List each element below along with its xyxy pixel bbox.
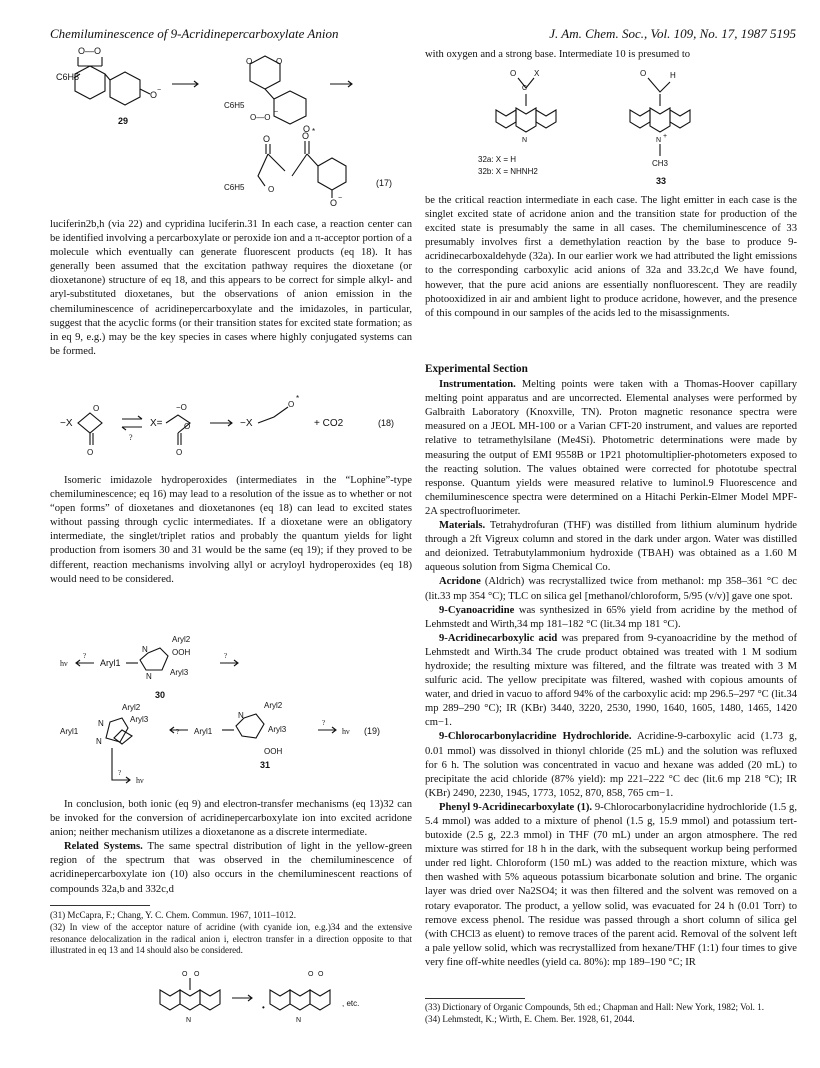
svg-text:−X: −X [60, 418, 73, 429]
svg-text:−: − [157, 87, 162, 94]
svg-text:Aryl2: Aryl2 [122, 703, 141, 712]
svg-text:O: O [194, 971, 200, 978]
svg-text:N: N [96, 737, 102, 746]
svg-text:hν: hν [60, 659, 68, 668]
svg-text:?: ? [322, 719, 326, 727]
svg-text:*: * [312, 127, 316, 136]
svg-text:Aryl1: Aryl1 [194, 727, 213, 736]
svg-text:−O: −O [176, 403, 187, 412]
footnotes-right: (33) Dictionary of Organic Compounds, 5th ed.; Chapman and Hall: New York, 1982; Vol. 1. (34) Lehmstedt, K.; Wirth, E. Chem. Ber. 1928, 61, 2044. [425, 1002, 764, 1025]
svg-text:•: • [262, 1003, 265, 1012]
isomer-31-structure [194, 701, 380, 756]
intermediate-structure [224, 56, 310, 134]
svg-text:Aryl1: Aryl1 [100, 658, 121, 668]
isomer-30-structure [60, 635, 238, 681]
svg-text:?: ? [224, 652, 228, 660]
compound-29-label: 29 [118, 116, 129, 126]
svg-text:X=: X= [150, 418, 163, 429]
svg-text:C6H5: C6H5 [224, 101, 245, 110]
right-paragraph-1: be the critical reaction intermediate in each case. The light emitter in each case is the singlet excited state of acridone anion and the transition state for production of the excited state is presumably the same in all cases. The chemiluminescence of 33 presumably involves first a demethylation reaction by the base to produce 9-acridinecarboxaldehyde (32a). In our earlier work we had attributed the light emissions to the corresponding carboxylic acid anions of 32a and 33.2c,d We have found, however, that the pure acid anions are essentially nonfluorescent. They are readily photooxidized in air and ambient light to produce acridone, however, and the presence of this compound in our samples of the acids led to the misassignments. [425, 195, 797, 319]
left-paragraph-3: In conclusion, both ionic (eq 9) and electron-transfer mechanisms (eq 13)32 can be invoked for the conversion of acridinepercarboxylate ion into excited acridone anion; neither mechanism utilizes a dioxetanone as a discrete intermediate. Related Systems. The same spectral distribution of light in the yellow-green region of the spectrum that was observed in the chemiluminescence of acridinepercarboxylate ion (10) also occurs in the chemiluminescent reactions of compounds 32a,b and 332c,d [50, 799, 412, 895]
svg-text:O: O [318, 971, 324, 978]
svg-text:N: N [238, 711, 244, 720]
svg-text:−: − [274, 109, 279, 116]
svg-text:O: O [308, 971, 314, 978]
experimental-heading: Experimental Section [425, 363, 528, 375]
compound-29-structure [56, 46, 161, 105]
right-paragraph-0: with oxygen and a strong base. Intermediate 10 is presumed to [425, 49, 691, 60]
journal-citation: J. Am. Chem. Soc., Vol. 109, No. 17, 1987 5195 [549, 26, 796, 41]
svg-text:33: 33 [656, 176, 667, 186]
svg-text:O—O: O—O [250, 113, 271, 122]
svg-text:O: O [268, 185, 275, 194]
arrow-2 [330, 81, 352, 87]
svg-text:*: * [296, 394, 300, 403]
footnote-rule-right [425, 998, 525, 999]
svg-text:O: O [93, 404, 100, 413]
experimental-section: Experimental Section Instrumentation. Melting points were taken with a Thomas-Hoover capillary melting point apparatus and are uncorrected. Elemental analyses were performed by Galbraith Laboratory (Knoxville, TN). Proton magnetic resonance spectra were measured on a JEOL MH-100 or a Varian CFT-20 instrument, and values are reported relative to tetramethylsilane (Me4Si). Photometric determinations were made by measuring the output of EMI 9558B or 1P21 photomultiplier-photometers exposed to the reacting solution. The values obtained were corrected for phototube spectral response. Quantum yields were measured relative to luminol.9 Fluorescence and chemiluminescence spectra were determined on a Hitachi Perkin-Elmer Model MPF-2A spectrofluorimeter. Materials. Tetrahydrofuran (THF) was distilled from lithium aluminum hydride through a 2ft Vigreux column and stored in the dark under argon. Water was distilled and deionized. Tetrabutylammonium hydroxide (TBAH) was obtained as a 1.60 M aqueous solution from Sigma Chemical Co. Acridone (Aldrich) was recrystallized twice from methanol: mp 358–361 °C dec (lit.33 mp 354 °C); TLC on silica gel [methanol/chloroform, 5/95 (v/v)] gave one spot. 9-Cyanoacridine was synthesized in 65% yield from acridine by the method of Lehmstedt and Wirth,34 mp 181–182 °C (lit.34 mp 181 °C). 9-Acridinecarboxylic acid was prepared from 9-cyanoacridine by the method of Lehmstedt and Wirth.34 The crude product obtained was treated with 1 M sodium hydroxide; the resulting mixture was filtered, and the filtrate was treated with 3 M sulfuric acid. The yellow precipitate was filtered, washed with copious amounts of water, and dried in vacuo to afford 94% of the carboxylic acid: mp 296.5–297 °C (lit.34 mp 289–290 °C); IR (KBr) 3440, 3220, 2530, 1990, 1640, 1605, 1480, 1465, 1420 cm−1. 9-Chlorocarbonylacridine Hydrochloride. Acridine-9-carboxylic acid (1.73 g, 0.01 mmol) was dissolved in thionyl chloride (25 mL) and the solution was refluxed for 6 h. The solution was concentrated in vacuo and hexane was added (20 mL) to precipitate the acid chloride (87% yield): mp 221–222 °C dec (lit.6 mp 218 °C); IR (KBr) 2490, 2230, 1945, 1773, 1052, 870, 858, 765 cm−1. Phenyl 9-Acridinecarboxylate (1). 9-Chlorocarbonylacridine hydrochloride (1.5 g, 5.4 mmol) was added to a mixture of phenol (1.5 g, 15.9 mmol) and potassium tert-butoxide (2.5 g, 22.3 mmol) in THF (70 mL) under an argon atmosphere. The red mixture was stirred for 18 h in the dark, with the subsequent workup being performed under red light. Chloroform (150 mL) was added to the reaction mixture, which was then washed with 5% aqueous potassium bicarbonate solution and brine. The organic layer was dried over Na2SO4; it was then filtered and the solvent was removed on a rotary evaporator. The product, a yellow solid, was evacuated for 24 h (0.01 Torr) to remove excess phenol. The residue was passed through a short column of silica gel (with CHCl3 as eluent) to remove traces of the parent acid. Removal of the solvent left a pale yellow solid, which was recrystallized from hexane/THF (1:1) four times to give very fine off-white needles (yield ca. 80%): mp 189–190 °C; IR [425, 363, 797, 968]
svg-text:hν: hν [342, 727, 350, 736]
compound-32-structure [496, 69, 556, 144]
svg-text:O: O [176, 448, 183, 457]
svg-text:O: O [330, 198, 338, 208]
svg-text:hν: hν [136, 776, 144, 785]
running-title: Chemiluminescence of 9-Acridinepercarboxylate Anion [50, 26, 339, 41]
svg-text:O: O [276, 57, 283, 66]
left-dioxetane-structure [60, 703, 149, 746]
svg-text:O—O: O—O [78, 46, 102, 56]
svg-text:+ CO2: + CO2 [314, 418, 344, 429]
svg-text:Aryl3: Aryl3 [130, 715, 149, 724]
svg-text:O: O [288, 400, 295, 409]
svg-text:?: ? [129, 433, 133, 442]
svg-text:O: O [510, 69, 517, 78]
svg-text:Aryl2: Aryl2 [264, 701, 283, 710]
radical-anion-resonance [150, 966, 420, 1034]
svg-text:N: N [296, 1017, 302, 1024]
svg-text:?: ? [83, 652, 87, 660]
svg-text:N: N [98, 719, 104, 728]
svg-text:N: N [656, 137, 662, 144]
eq17-scheme [56, 46, 410, 216]
eq18-number: (18) [378, 418, 395, 428]
svg-text:, etc.: , etc. [342, 999, 360, 1008]
svg-text:X: X [534, 69, 540, 78]
svg-text:C: C [522, 85, 528, 92]
svg-text:O: O [87, 448, 94, 457]
svg-text:32a: X = H: 32a: X = H [478, 155, 517, 164]
svg-text:O: O [303, 124, 311, 134]
svg-text:C6H5: C6H5 [56, 72, 80, 82]
compound-33-structure [630, 69, 690, 168]
svg-text:OOH: OOH [172, 648, 191, 657]
svg-text:N: N [522, 137, 528, 144]
isomer-30-label: 30 [155, 690, 166, 700]
svg-text:O: O [150, 90, 158, 100]
svg-text:O: O [263, 134, 271, 144]
svg-text:32b: X = NHNH2: 32b: X = NHNH2 [478, 167, 538, 176]
svg-text:CH3: CH3 [652, 159, 669, 168]
svg-text:O: O [640, 69, 647, 78]
svg-text:−: − [338, 195, 343, 202]
footnotes-left: (31) McCapra, F.; Chang, Y. C. Chem. Commun. 1967, 1011–1012. (32) In view of the acceptor nature of acridine (with cyanide ion, e.g.)34 and the extensive resonance delocalization in the radical anion i, electron transfer in a direction opposite to that illustrated in eq 13 and 14 should also be considered. [50, 910, 412, 956]
svg-text:OOH: OOH [264, 747, 283, 756]
svg-text:O: O [182, 971, 188, 978]
isomer-31-label: 31 [260, 760, 271, 770]
svg-text:?: ? [118, 769, 122, 777]
svg-text:Aryl1: Aryl1 [60, 727, 79, 736]
footnote-rule-left [50, 905, 150, 906]
left-paragraph-1: luciferin2b,h (via 22) and cypridina luciferin.31 In each case, a reaction center can be identified involving a percarboxylate or peroxide ion and a π-acceptor portion of a molecule which eventually can generate fluorescent products (eq 18). It has generally been assumed that the excitation pathway requires the dioxetane (or dioxetanone) structure of eq 18, and this appears to be correct for simple alkyl- and aryl-substituted dioxetanes, but the observations of anion emission in the chemiluminescence of acridinepercarboxylate and the imidazoles, in particular, suggest that the acyclic forms (or their transition states for excited state formation; as in eq 9, e.g.) may be the key species in cases where highly conjugated systems can be formed. [50, 219, 412, 357]
svg-text:O: O [302, 131, 310, 141]
product-17-structure [224, 127, 346, 208]
svg-text:Aryl3: Aryl3 [268, 725, 287, 734]
svg-text:Aryl2: Aryl2 [172, 635, 191, 644]
arrow-1 [172, 81, 198, 87]
eq17-number: (17) [376, 178, 393, 188]
eq19-scheme [60, 630, 410, 790]
compounds-32-33 [470, 66, 770, 194]
svg-text:N: N [146, 672, 152, 681]
left-paragraph-2: Isomeric imidazole hydroperoxides (intermediates in the “Lophine”-type chemiluminescence; eq 16) may lead to a resolution of the issue as to whether or not “open forms” of dioxetanes and dioxetanones (eq 18) can lead to excited states without passing through cyclic intermediates. If a dioxetane were an obligatory intermediate, the singlet/triplet ratios and probably the quantum yields for light production from isomers 30 and 31 would be the same (eq 19); if they proved to be different, reaction mechanisms involving allyl or acryloyl hydroperoxides (eq 18) would need to be considered. [50, 475, 412, 585]
svg-text:O: O [184, 422, 191, 431]
eq19-number: (19) [364, 726, 381, 736]
svg-text:−X: −X [240, 418, 253, 429]
svg-text:N: N [186, 1017, 192, 1024]
svg-text:?: ? [176, 728, 180, 736]
svg-text:+: + [663, 133, 668, 140]
svg-text:Aryl3: Aryl3 [170, 668, 189, 677]
eq18-scheme [60, 395, 410, 470]
svg-text:N: N [142, 645, 148, 654]
svg-text:H: H [670, 71, 676, 80]
svg-text:O: O [246, 57, 253, 66]
svg-text:C6H5: C6H5 [224, 183, 245, 192]
